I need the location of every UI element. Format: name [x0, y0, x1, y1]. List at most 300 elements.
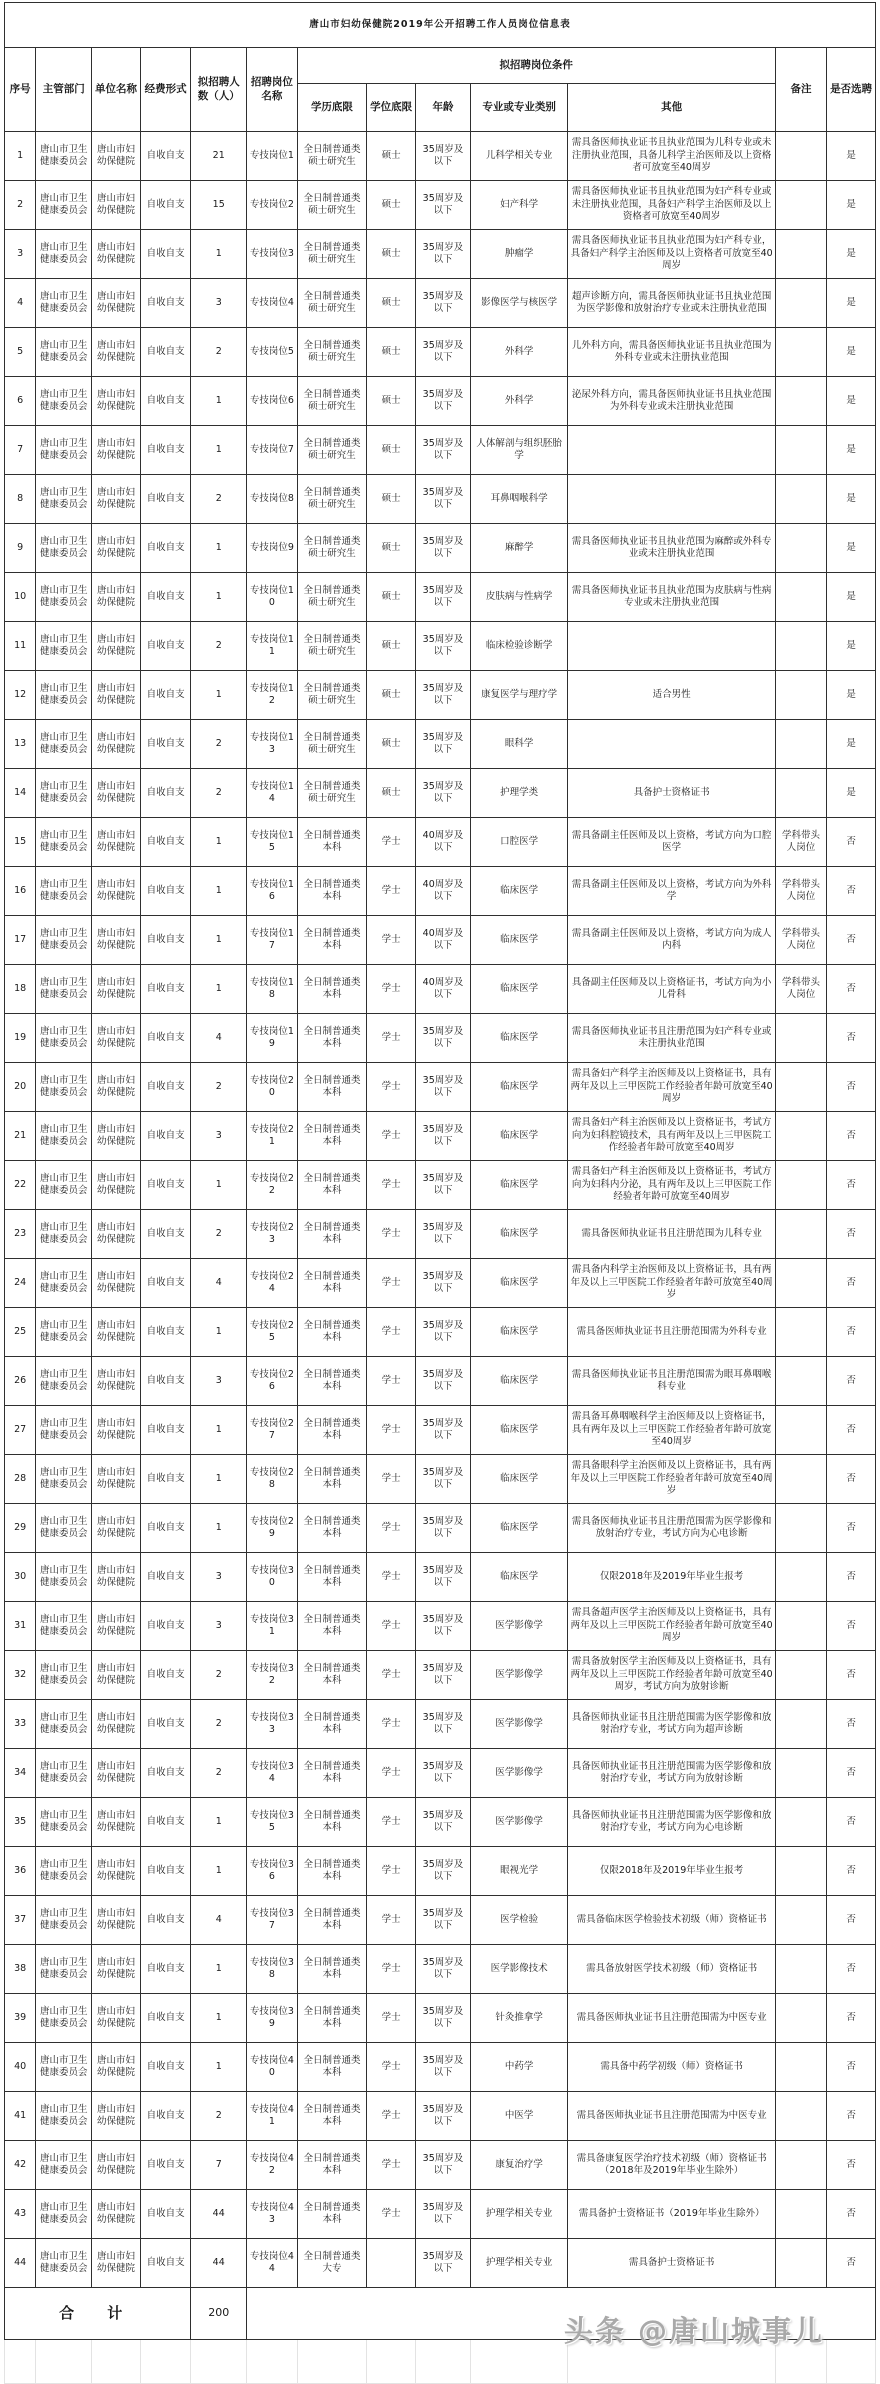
cell-selected: 否 — [827, 2141, 876, 2190]
cell-selected: 否 — [827, 965, 876, 1014]
title-row — [5, 3, 876, 48]
watermark: 头条 @唐山城事儿 — [563, 2314, 824, 2348]
cell-dept: 唐山市卫生健康委员会 — [36, 1798, 92, 1847]
cell-post: 专技岗位3 — [247, 230, 298, 279]
cell-funding: 自收自支 — [140, 573, 191, 622]
cell-selected: 否 — [827, 1308, 876, 1357]
cell-other: 需具备医师执业证书且注册范围为儿科专业 — [568, 1210, 775, 1259]
cell-no: 44 — [5, 2239, 36, 2288]
cell-age: 35周岁及以下 — [416, 426, 471, 475]
cell-other: 需具备放射医学技术初级（师）资格证书 — [568, 1945, 775, 1994]
table-row — [5, 1945, 876, 1994]
cell-edu: 全日制普通类硕士研究生 — [297, 769, 367, 818]
cell-edu: 全日制普通类本科 — [297, 1847, 367, 1896]
cell-degree: 学士 — [367, 1259, 416, 1308]
cell-no: 41 — [5, 2092, 36, 2141]
cell-no: 40 — [5, 2043, 36, 2092]
table-row — [5, 181, 876, 230]
table-row — [5, 1847, 876, 1896]
cell-major: 临床医学 — [470, 1553, 568, 1602]
cell-unit: 唐山市妇幼保健院 — [92, 1161, 141, 1210]
cell-post: 专技岗位36 — [247, 1847, 298, 1896]
cell-edu: 全日制普通类本科 — [297, 2043, 367, 2092]
table-row — [5, 1994, 876, 2043]
cell-funding: 自收自支 — [140, 1749, 191, 1798]
cell-count: 1 — [191, 426, 247, 475]
cell-other: 需具备康复医学治疗技术初级（师）资格证书（2018年及2019年毕业生除外） — [568, 2141, 775, 2190]
cell-other — [568, 720, 775, 769]
cell-selected: 否 — [827, 1945, 876, 1994]
cell-other: 需具备医师执业证书且执业范围为妇产科专业或未注册执业范围，具备妇产科学主治医师及以上资格者可放宽至40周岁 — [568, 181, 775, 230]
cell-degree: 学士 — [367, 1406, 416, 1455]
cell-dept: 唐山市卫生健康委员会 — [36, 1161, 92, 1210]
cell-age: 35周岁及以下 — [416, 1112, 471, 1161]
cell-note — [775, 1063, 826, 1112]
cell-no: 18 — [5, 965, 36, 1014]
cell-note — [775, 475, 826, 524]
cell-edu: 全日制普通类本科 — [297, 1308, 367, 1357]
cell-note — [775, 230, 826, 279]
cell-funding: 自收自支 — [140, 377, 191, 426]
cell-post: 专技岗位27 — [247, 1406, 298, 1455]
cell-count: 2 — [191, 1700, 247, 1749]
cell-post: 专技岗位16 — [247, 867, 298, 916]
cell-major: 针灸推拿学 — [470, 1994, 568, 2043]
cell-count: 1 — [191, 2043, 247, 2092]
cell-no: 23 — [5, 1210, 36, 1259]
cell-age: 35周岁及以下 — [416, 1504, 471, 1553]
cell-count: 1 — [191, 867, 247, 916]
cell-no: 11 — [5, 622, 36, 671]
table-row — [5, 1063, 876, 1112]
cell-other: 需具备放射医学主治医师及以上资格证书，具有两年及以上三甲医院工作经验者年龄可放宽至40周岁，考试方向为放射诊断 — [568, 1651, 775, 1700]
cell-note — [775, 1357, 826, 1406]
cell-edu: 全日制普通类硕士研究生 — [297, 279, 367, 328]
col-header-dept: 主管部门 — [36, 48, 92, 132]
cell-unit: 唐山市妇幼保健院 — [92, 1602, 141, 1651]
cell-no: 31 — [5, 1602, 36, 1651]
cell-count: 15 — [191, 181, 247, 230]
cell-major: 医学影像技术 — [470, 1945, 568, 1994]
cell-other: 需具备妇产科主治医师及以上资格证书，考试方向为妇科内分泌，具有两年及以上三甲医院工作经验者年龄可放宽至40周岁 — [568, 1161, 775, 1210]
cell-selected: 否 — [827, 1553, 876, 1602]
cell-dept: 唐山市卫生健康委员会 — [36, 1455, 92, 1504]
cell-age: 40周岁及以下 — [416, 916, 471, 965]
cell-post: 专技岗位41 — [247, 2092, 298, 2141]
cell-other — [568, 426, 775, 475]
cell-dept: 唐山市卫生健康委员会 — [36, 1357, 92, 1406]
col-header-count: 拟招聘人数（人） — [191, 48, 247, 132]
cell-count: 1 — [191, 1994, 247, 2043]
cell-no: 13 — [5, 720, 36, 769]
cell-selected: 否 — [827, 1651, 876, 1700]
cell-note — [775, 1749, 826, 1798]
cell-unit: 唐山市妇幼保健院 — [92, 230, 141, 279]
cell-dept: 唐山市卫生健康委员会 — [36, 1945, 92, 1994]
cell-major: 口腔医学 — [470, 818, 568, 867]
cell-post: 专技岗位13 — [247, 720, 298, 769]
cell-age: 35周岁及以下 — [416, 230, 471, 279]
cell-age: 35周岁及以下 — [416, 1700, 471, 1749]
cell-degree: 学士 — [367, 1700, 416, 1749]
cell-count: 3 — [191, 1112, 247, 1161]
cell-note — [775, 1504, 826, 1553]
cell-major: 临床医学 — [470, 1161, 568, 1210]
cell-degree: 硕士 — [367, 475, 416, 524]
cell-degree: 硕士 — [367, 426, 416, 475]
cell-selected: 否 — [827, 1847, 876, 1896]
cell-dept: 唐山市卫生健康委员会 — [36, 2141, 92, 2190]
cell-degree: 学士 — [367, 1161, 416, 1210]
table-row — [5, 1749, 876, 1798]
cell-funding: 自收自支 — [140, 1357, 191, 1406]
cell-post: 专技岗位28 — [247, 1455, 298, 1504]
cell-major: 眼科学 — [470, 720, 568, 769]
cell-other: 仅限2018年及2019年毕业生报考 — [568, 1847, 775, 1896]
table-row — [5, 1259, 876, 1308]
cell-edu: 全日制普通类硕士研究生 — [297, 622, 367, 671]
table-row — [5, 2043, 876, 2092]
cell-post: 专技岗位20 — [247, 1063, 298, 1112]
cell-dept: 唐山市卫生健康委员会 — [36, 181, 92, 230]
cell-major: 中医学 — [470, 2092, 568, 2141]
cell-unit: 唐山市妇幼保健院 — [92, 426, 141, 475]
cell-post: 专技岗位33 — [247, 1700, 298, 1749]
cell-dept: 唐山市卫生健康委员会 — [36, 622, 92, 671]
cell-other: 需具备内科学主治医师及以上资格证书，具有两年及以上三甲医院工作经验者年龄可放宽至40周岁 — [568, 1259, 775, 1308]
cell-degree: 硕士 — [367, 132, 416, 181]
col-header-note: 备注 — [775, 48, 826, 132]
cell-note — [775, 1700, 826, 1749]
table-row — [5, 230, 876, 279]
cell-unit: 唐山市妇幼保健院 — [92, 132, 141, 181]
cell-other: 需具备医师执业证书且注册范围需为中医专业 — [568, 2092, 775, 2141]
cell-note — [775, 328, 826, 377]
cell-edu: 全日制普通类本科 — [297, 1161, 367, 1210]
cell-other: 适合男性 — [568, 671, 775, 720]
cell-other: 需具备临床医学检验技术初级（师）资格证书 — [568, 1896, 775, 1945]
cell-selected: 否 — [827, 867, 876, 916]
cell-dept: 唐山市卫生健康委员会 — [36, 916, 92, 965]
col-header-degree: 学位底限 — [367, 84, 416, 132]
cell-major: 临床检验诊断学 — [470, 622, 568, 671]
cell-edu: 全日制普通类硕士研究生 — [297, 230, 367, 279]
table-row — [5, 279, 876, 328]
cell-note — [775, 671, 826, 720]
cell-major: 临床医学 — [470, 1406, 568, 1455]
cell-edu: 全日制普通类本科 — [297, 1357, 367, 1406]
cell-major: 康复医学与理疗学 — [470, 671, 568, 720]
cell-count: 1 — [191, 1406, 247, 1455]
cell-major: 人体解剖与组织胚胎学 — [470, 426, 568, 475]
cell-funding: 自收自支 — [140, 916, 191, 965]
table-row — [5, 1798, 876, 1847]
cell-count: 1 — [191, 965, 247, 1014]
cell-count: 1 — [191, 230, 247, 279]
cell-edu: 全日制普通类本科 — [297, 1063, 367, 1112]
cell-age: 35周岁及以下 — [416, 328, 471, 377]
cell-note — [775, 2043, 826, 2092]
cell-other: 需具备医师执业证书且注册范围需为中医专业 — [568, 1994, 775, 2043]
cell-no: 2 — [5, 181, 36, 230]
cell-major: 临床医学 — [470, 1308, 568, 1357]
cell-age: 35周岁及以下 — [416, 1014, 471, 1063]
cell-count: 4 — [191, 1014, 247, 1063]
cell-other: 具备副主任医师及以上资格证书，考试方向为小儿骨科 — [568, 965, 775, 1014]
cell-major: 耳鼻咽喉科学 — [470, 475, 568, 524]
cell-edu: 全日制普通类大专 — [297, 2239, 367, 2288]
cell-selected: 是 — [827, 573, 876, 622]
table-row — [5, 1308, 876, 1357]
cell-post: 专技岗位39 — [247, 1994, 298, 2043]
cell-note — [775, 1455, 826, 1504]
cell-age: 35周岁及以下 — [416, 573, 471, 622]
cell-edu: 全日制普通类本科 — [297, 1504, 367, 1553]
cell-dept: 唐山市卫生健康委员会 — [36, 1602, 92, 1651]
cell-funding: 自收自支 — [140, 1014, 191, 1063]
cell-unit: 唐山市妇幼保健院 — [92, 867, 141, 916]
cell-degree: 学士 — [367, 1210, 416, 1259]
cell-dept: 唐山市卫生健康委员会 — [36, 1896, 92, 1945]
table-row — [5, 1504, 876, 1553]
cell-other: 需具备医师执业证书且执业范围为儿科专业或未注册执业范围，具备儿科学主治医师及以上资格者可放宽至40周岁 — [568, 132, 775, 181]
cell-note — [775, 377, 826, 426]
cell-degree: 硕士 — [367, 377, 416, 426]
cell-edu: 全日制普通类硕士研究生 — [297, 377, 367, 426]
cell-unit: 唐山市妇幼保健院 — [92, 671, 141, 720]
cell-edu: 全日制普通类本科 — [297, 2141, 367, 2190]
cell-funding: 自收自支 — [140, 181, 191, 230]
table-row — [5, 916, 876, 965]
cell-funding: 自收自支 — [140, 475, 191, 524]
cell-unit: 唐山市妇幼保健院 — [92, 720, 141, 769]
cell-no: 1 — [5, 132, 36, 181]
cell-major: 医学影像学 — [470, 1700, 568, 1749]
cell-post: 专技岗位5 — [247, 328, 298, 377]
cell-degree: 硕士 — [367, 279, 416, 328]
cell-dept: 唐山市卫生健康委员会 — [36, 475, 92, 524]
cell-note — [775, 132, 826, 181]
cell-age: 35周岁及以下 — [416, 1945, 471, 1994]
table-row — [5, 1406, 876, 1455]
cell-major: 中药学 — [470, 2043, 568, 2092]
cell-funding: 自收自支 — [140, 1994, 191, 2043]
table-row — [5, 475, 876, 524]
cell-no: 10 — [5, 573, 36, 622]
cell-count: 2 — [191, 328, 247, 377]
cell-degree: 硕士 — [367, 230, 416, 279]
table-row — [5, 671, 876, 720]
cell-no: 6 — [5, 377, 36, 426]
col-header-post: 招聘岗位名称 — [247, 48, 298, 132]
cell-count: 1 — [191, 1308, 247, 1357]
table-row — [5, 622, 876, 671]
table-row — [5, 1896, 876, 1945]
cell-unit: 唐山市妇幼保健院 — [92, 181, 141, 230]
cell-post: 专技岗位17 — [247, 916, 298, 965]
cell-dept: 唐山市卫生健康委员会 — [36, 1553, 92, 1602]
cell-post: 专技岗位9 — [247, 524, 298, 573]
cell-other: 需具备眼科学主治医师及以上资格证书，具有两年及以上三甲医院工作经验者年龄可放宽至40周岁 — [568, 1455, 775, 1504]
cell-post: 专技岗位1 — [247, 132, 298, 181]
cell-degree: 学士 — [367, 1014, 416, 1063]
cell-no: 24 — [5, 1259, 36, 1308]
cell-edu: 全日制普通类本科 — [297, 2190, 367, 2239]
cell-funding: 自收自支 — [140, 720, 191, 769]
cell-dept: 唐山市卫生健康委员会 — [36, 769, 92, 818]
cell-note — [775, 1406, 826, 1455]
cell-unit: 唐山市妇幼保健院 — [92, 1896, 141, 1945]
table-row — [5, 2092, 876, 2141]
cell-age: 35周岁及以下 — [416, 2190, 471, 2239]
cell-degree: 学士 — [367, 1112, 416, 1161]
table-row — [5, 818, 876, 867]
cell-count: 4 — [191, 1896, 247, 1945]
cell-edu: 全日制普通类硕士研究生 — [297, 426, 367, 475]
cell-count: 7 — [191, 2141, 247, 2190]
table-row — [5, 2141, 876, 2190]
cell-major: 临床医学 — [470, 1455, 568, 1504]
cell-other: 泌尿外科方向，需具备医师执业证书且执业范围为外科专业或未注册执业范围 — [568, 377, 775, 426]
cell-unit: 唐山市妇幼保健院 — [92, 1455, 141, 1504]
cell-no: 35 — [5, 1798, 36, 1847]
cell-unit: 唐山市妇幼保健院 — [92, 1945, 141, 1994]
cell-funding: 自收自支 — [140, 1406, 191, 1455]
cell-funding: 自收自支 — [140, 1455, 191, 1504]
cell-other: 需具备超声医学主治医师及以上资格证书，具有两年及以上三甲医院工作经验者年龄可放宽至40周岁 — [568, 1602, 775, 1651]
cell-funding: 自收自支 — [140, 2190, 191, 2239]
cell-dept: 唐山市卫生健康委员会 — [36, 2043, 92, 2092]
cell-note — [775, 181, 826, 230]
cell-other: 超声诊断方向，需具备医师执业证书且执业范围为医学影像和放射治疗专业或未注册执业范围 — [568, 279, 775, 328]
cell-age: 35周岁及以下 — [416, 1161, 471, 1210]
cell-unit: 唐山市妇幼保健院 — [92, 377, 141, 426]
cell-count: 2 — [191, 720, 247, 769]
cell-degree: 学士 — [367, 1749, 416, 1798]
cell-funding: 自收自支 — [140, 818, 191, 867]
cell-edu: 全日制普通类硕士研究生 — [297, 671, 367, 720]
total-count: 200 — [191, 2288, 247, 2340]
cell-note — [775, 1994, 826, 2043]
cell-selected: 否 — [827, 1455, 876, 1504]
cell-selected: 否 — [827, 1406, 876, 1455]
cell-age: 35周岁及以下 — [416, 671, 471, 720]
cell-other: 需具备医师执业证书且注册范围为妇产科专业或未注册执业范围 — [568, 1014, 775, 1063]
cell-selected: 否 — [827, 2043, 876, 2092]
cell-count: 1 — [191, 1945, 247, 1994]
cell-edu: 全日制普通类本科 — [297, 1651, 367, 1700]
header-row-1 — [5, 48, 876, 84]
cell-funding: 自收自支 — [140, 1602, 191, 1651]
table-row — [5, 426, 876, 475]
cell-no: 21 — [5, 1112, 36, 1161]
cell-edu: 全日制普通类本科 — [297, 1798, 367, 1847]
cell-note — [775, 524, 826, 573]
cell-note — [775, 720, 826, 769]
cell-degree: 学士 — [367, 1847, 416, 1896]
cell-age: 35周岁及以下 — [416, 1896, 471, 1945]
cell-other: 需具备医师执业证书且执业范围为麻醉或外科专业或未注册执业范围 — [568, 524, 775, 573]
cell-count: 1 — [191, 671, 247, 720]
cell-dept: 唐山市卫生健康委员会 — [36, 1259, 92, 1308]
cell-count: 21 — [191, 132, 247, 181]
cell-age: 35周岁及以下 — [416, 2043, 471, 2092]
cell-count: 3 — [191, 1602, 247, 1651]
cell-major: 眼视光学 — [470, 1847, 568, 1896]
cell-funding: 自收自支 — [140, 1210, 191, 1259]
cell-degree: 学士 — [367, 1896, 416, 1945]
cell-no: 9 — [5, 524, 36, 573]
cell-dept: 唐山市卫生健康委员会 — [36, 1210, 92, 1259]
cell-funding: 自收自支 — [140, 965, 191, 1014]
col-header-edu: 学历底限 — [297, 84, 367, 132]
cell-selected: 否 — [827, 1994, 876, 2043]
cell-degree: 学士 — [367, 1553, 416, 1602]
cell-degree: 学士 — [367, 1602, 416, 1651]
cell-dept: 唐山市卫生健康委员会 — [36, 279, 92, 328]
cell-note — [775, 2141, 826, 2190]
cell-funding: 自收自支 — [140, 1112, 191, 1161]
page-title: 唐山市妇幼保健院2019年公开招聘工作人员岗位信息表 — [5, 3, 876, 48]
cell-degree: 学士 — [367, 2092, 416, 2141]
cell-selected: 否 — [827, 916, 876, 965]
cell-other: 具备护士资格证书 — [568, 769, 775, 818]
cell-dept: 唐山市卫生健康委员会 — [36, 1700, 92, 1749]
cell-note — [775, 1112, 826, 1161]
cell-count: 3 — [191, 1357, 247, 1406]
cell-other: 具备医师执业证书且注册范围需为医学影像和放射治疗专业，考试方向为超声诊断 — [568, 1700, 775, 1749]
cell-edu: 全日制普通类本科 — [297, 1602, 367, 1651]
cell-dept: 唐山市卫生健康委员会 — [36, 230, 92, 279]
cell-dept: 唐山市卫生健康委员会 — [36, 867, 92, 916]
cell-other: 需具备耳鼻咽喉科学主治医师及以上资格证书，具有两年及以上三甲医院工作经验者年龄可放宽至40周岁 — [568, 1406, 775, 1455]
cell-edu: 全日制普通类本科 — [297, 1994, 367, 2043]
cell-degree: 硕士 — [367, 573, 416, 622]
cell-no: 20 — [5, 1063, 36, 1112]
cell-major: 临床医学 — [470, 1259, 568, 1308]
cell-funding: 自收自支 — [140, 2043, 191, 2092]
cell-degree: 硕士 — [367, 328, 416, 377]
cell-unit: 唐山市妇幼保健院 — [92, 622, 141, 671]
cell-post: 专技岗位32 — [247, 1651, 298, 1700]
cell-selected: 是 — [827, 622, 876, 671]
cell-post: 专技岗位37 — [247, 1896, 298, 1945]
cell-note — [775, 1210, 826, 1259]
table-body — [5, 132, 876, 2288]
cell-unit: 唐山市妇幼保健院 — [92, 2043, 141, 2092]
cell-selected: 否 — [827, 1504, 876, 1553]
table-row — [5, 1700, 876, 1749]
cell-no: 26 — [5, 1357, 36, 1406]
table-header — [5, 3, 876, 132]
cell-note — [775, 622, 826, 671]
cell-no: 14 — [5, 769, 36, 818]
cell-post: 专技岗位12 — [247, 671, 298, 720]
cell-edu: 全日制普通类本科 — [297, 1896, 367, 1945]
col-header-major: 专业或专业类别 — [470, 84, 568, 132]
cell-selected: 是 — [827, 279, 876, 328]
cell-other: 仅限2018年及2019年毕业生报考 — [568, 1553, 775, 1602]
cell-selected: 否 — [827, 1602, 876, 1651]
cell-major: 康复治疗学 — [470, 2141, 568, 2190]
cell-note — [775, 2092, 826, 2141]
cell-funding: 自收自支 — [140, 1504, 191, 1553]
cell-selected: 是 — [827, 377, 876, 426]
cell-degree: 学士 — [367, 1455, 416, 1504]
cell-funding: 自收自支 — [140, 1259, 191, 1308]
cell-funding: 自收自支 — [140, 1945, 191, 1994]
cell-degree: 硕士 — [367, 524, 416, 573]
